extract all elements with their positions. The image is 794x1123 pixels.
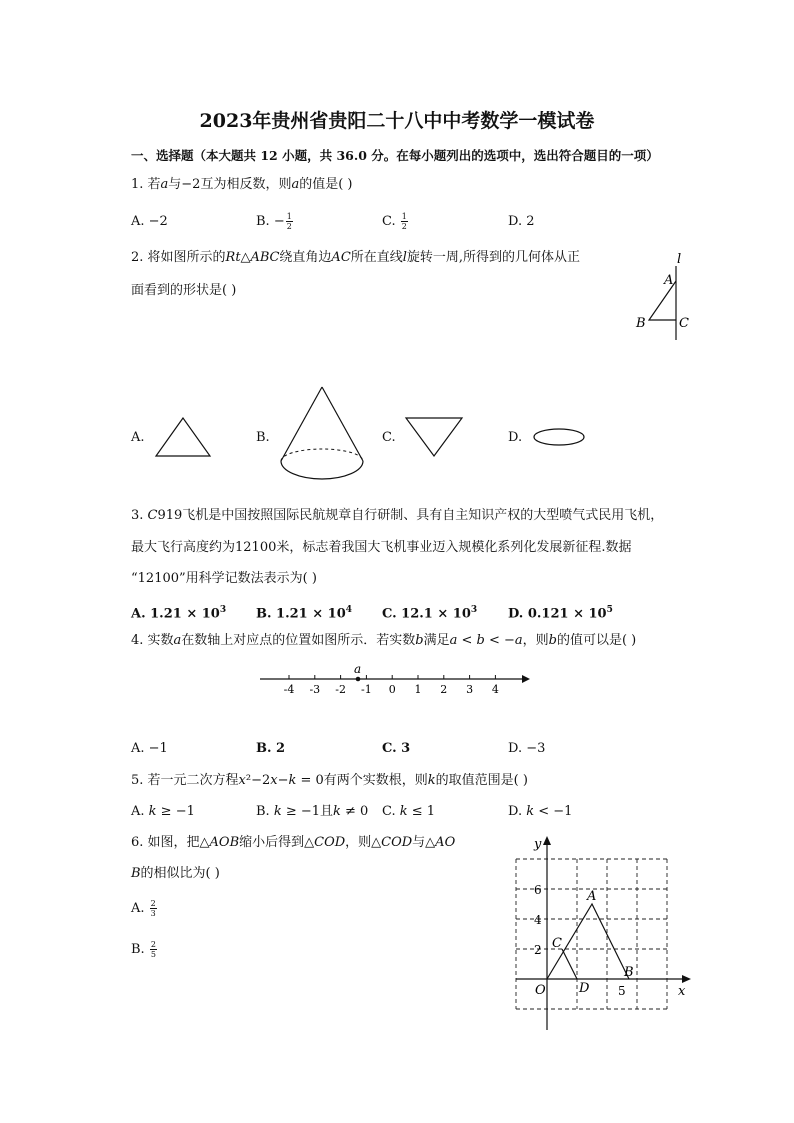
q4-number-line xyxy=(256,660,538,700)
q4-tick-label: -2 xyxy=(335,683,346,696)
q1-option-d: D. 2 xyxy=(508,214,535,229)
question-1-stem: 1. 若𝑎与−2互为相反数，则𝑎的值是( ) xyxy=(131,177,353,192)
q4-option-c: C. 3 xyxy=(382,741,411,756)
q6-fig-label-x: x xyxy=(678,984,686,999)
q6-fig-label-d: D xyxy=(579,981,590,996)
q6-fig-label-y: y xyxy=(534,837,542,852)
q6-option-a: A. $\frac{2}{3}$ xyxy=(131,899,156,918)
q2-option-b-label: B. xyxy=(256,430,270,445)
q4-option-d: D. −3 xyxy=(508,741,546,756)
q3-option-b: B. $1.21 \times 10^4$ xyxy=(256,605,353,622)
q6-fig-label-b: B xyxy=(624,965,634,980)
question-2-stem-line1: 2. 将如图所示的𝑅𝑡△𝐴𝐵𝐶绕直角边𝐴𝐶所在直线𝑙旋转一周,所得到的几何体从正 xyxy=(131,250,581,265)
question-3-stem-line1: 3. 𝐶919飞机是中国按照国际民航规章自行研制、具有自主知识产权的大型喷气式民用飞机， xyxy=(131,508,664,523)
q3-option-d: D. $0.121 \times 10^5$ xyxy=(508,605,613,622)
q4-tick-label: -1 xyxy=(361,683,372,696)
q2-fig-label-a: A xyxy=(664,273,674,288)
q5-option-a: A. 𝑘 ≥ −1 xyxy=(131,804,195,819)
question-6-stem-line1: 6. 如图，把△𝐴𝑂𝐵缩小后得到△𝐶𝑂𝐷，则△𝐶𝑂𝐷与△𝐴𝑂 xyxy=(131,835,456,850)
q4-tick-label: -4 xyxy=(283,683,295,696)
q4-tick-label: 1 xyxy=(414,683,422,696)
q6-fig-label-c: C xyxy=(552,936,562,951)
q4-tick-label: 4 xyxy=(491,683,499,696)
q6-fig-label-a: A xyxy=(587,889,597,904)
q5-option-b: B. 𝑘 ≥ −1且𝑘 ≠ 0 xyxy=(256,804,369,819)
q6-fig-label-o: O xyxy=(535,983,546,998)
q4-point-a xyxy=(356,677,361,682)
question-3-stem-line3: “12100”用科学记数法表示为( ) xyxy=(131,571,317,586)
q2-option-c-label: C. xyxy=(382,430,396,445)
q2-option-d-ellipse-icon xyxy=(530,426,588,448)
q2-option-c-inverted-triangle-icon xyxy=(402,414,466,460)
q5-option-c: C. 𝑘 ≤ 1 xyxy=(382,804,436,819)
q6-fig-tick-5: 5 xyxy=(618,984,626,998)
q2-fig-label-b: B xyxy=(636,316,646,331)
q6-fig-tick-6: 6 xyxy=(534,883,542,897)
q2-option-d-label: D. xyxy=(508,430,523,445)
question-3-stem-line2: 最大飞行高度约为12100米，标志着我国大飞机事业迈入规模化系列化发展新征程.数据 xyxy=(131,540,632,555)
q2-option-b-cone-icon xyxy=(276,383,368,487)
q3-option-a: A. $1.21 \times 10^3$ xyxy=(131,605,227,622)
page-title: 2023年贵州省贵阳二十八中中考数学一模试卷 xyxy=(199,110,595,132)
q4-option-a: A. −1 xyxy=(131,741,168,756)
q6-option-b: B. $\frac{2}{5}$ xyxy=(131,940,156,959)
section-header: 一、选择题（本大题共 12 小题，共 36.0 分。在每小题列出的选项中，选出符合题目的一项） xyxy=(131,148,659,163)
q4-tick-label: 0 xyxy=(388,683,396,696)
q4-tick-label: 2 xyxy=(440,683,448,696)
q2-fig-label-c: C xyxy=(679,316,689,331)
q2-option-a-triangle-icon xyxy=(152,414,214,460)
q3-option-c: C. $12.1 \times 10^3$ xyxy=(382,605,478,622)
q6-fig-tick-2: 2 xyxy=(534,943,542,957)
question-5-stem: 5. 若一元二次方程𝑥²−2𝑥−𝑘 = 0有两个实数根，则𝑘的取值范围是( ) xyxy=(131,773,528,788)
q1-option-a: A. −2 xyxy=(131,214,168,229)
question-4-stem: 4. 实数𝑎在数轴上对应点的位置如图所示．若实数𝑏满足𝑎 < 𝑏 < −𝑎，则𝑏的值可以是( ) xyxy=(131,633,637,648)
question-2-stem-line2: 面看到的形状是( ) xyxy=(131,283,237,298)
q2-option-a-label: A. xyxy=(131,430,145,445)
q4-tick-label: 3 xyxy=(466,683,474,696)
q6-fig-tick-4: 4 xyxy=(534,913,542,927)
q2-fig-label-l: l xyxy=(677,252,682,267)
q4-tick-label: -3 xyxy=(309,683,321,696)
q5-option-d: D. 𝑘 < −1 xyxy=(508,804,573,819)
q1-option-c: C. $\frac{1}{2}$ xyxy=(382,212,407,231)
q1-option-b: B. − $\frac{1}{2}$ xyxy=(256,212,292,231)
q4-label-a: a xyxy=(354,662,362,676)
q4-option-b: B. 2 xyxy=(256,741,286,756)
question-6-stem-line2: 𝐵的相似比为( ) xyxy=(131,866,220,881)
q6-coordinate-grid-figure xyxy=(505,832,697,1032)
q2-triangle-figure xyxy=(628,248,698,343)
